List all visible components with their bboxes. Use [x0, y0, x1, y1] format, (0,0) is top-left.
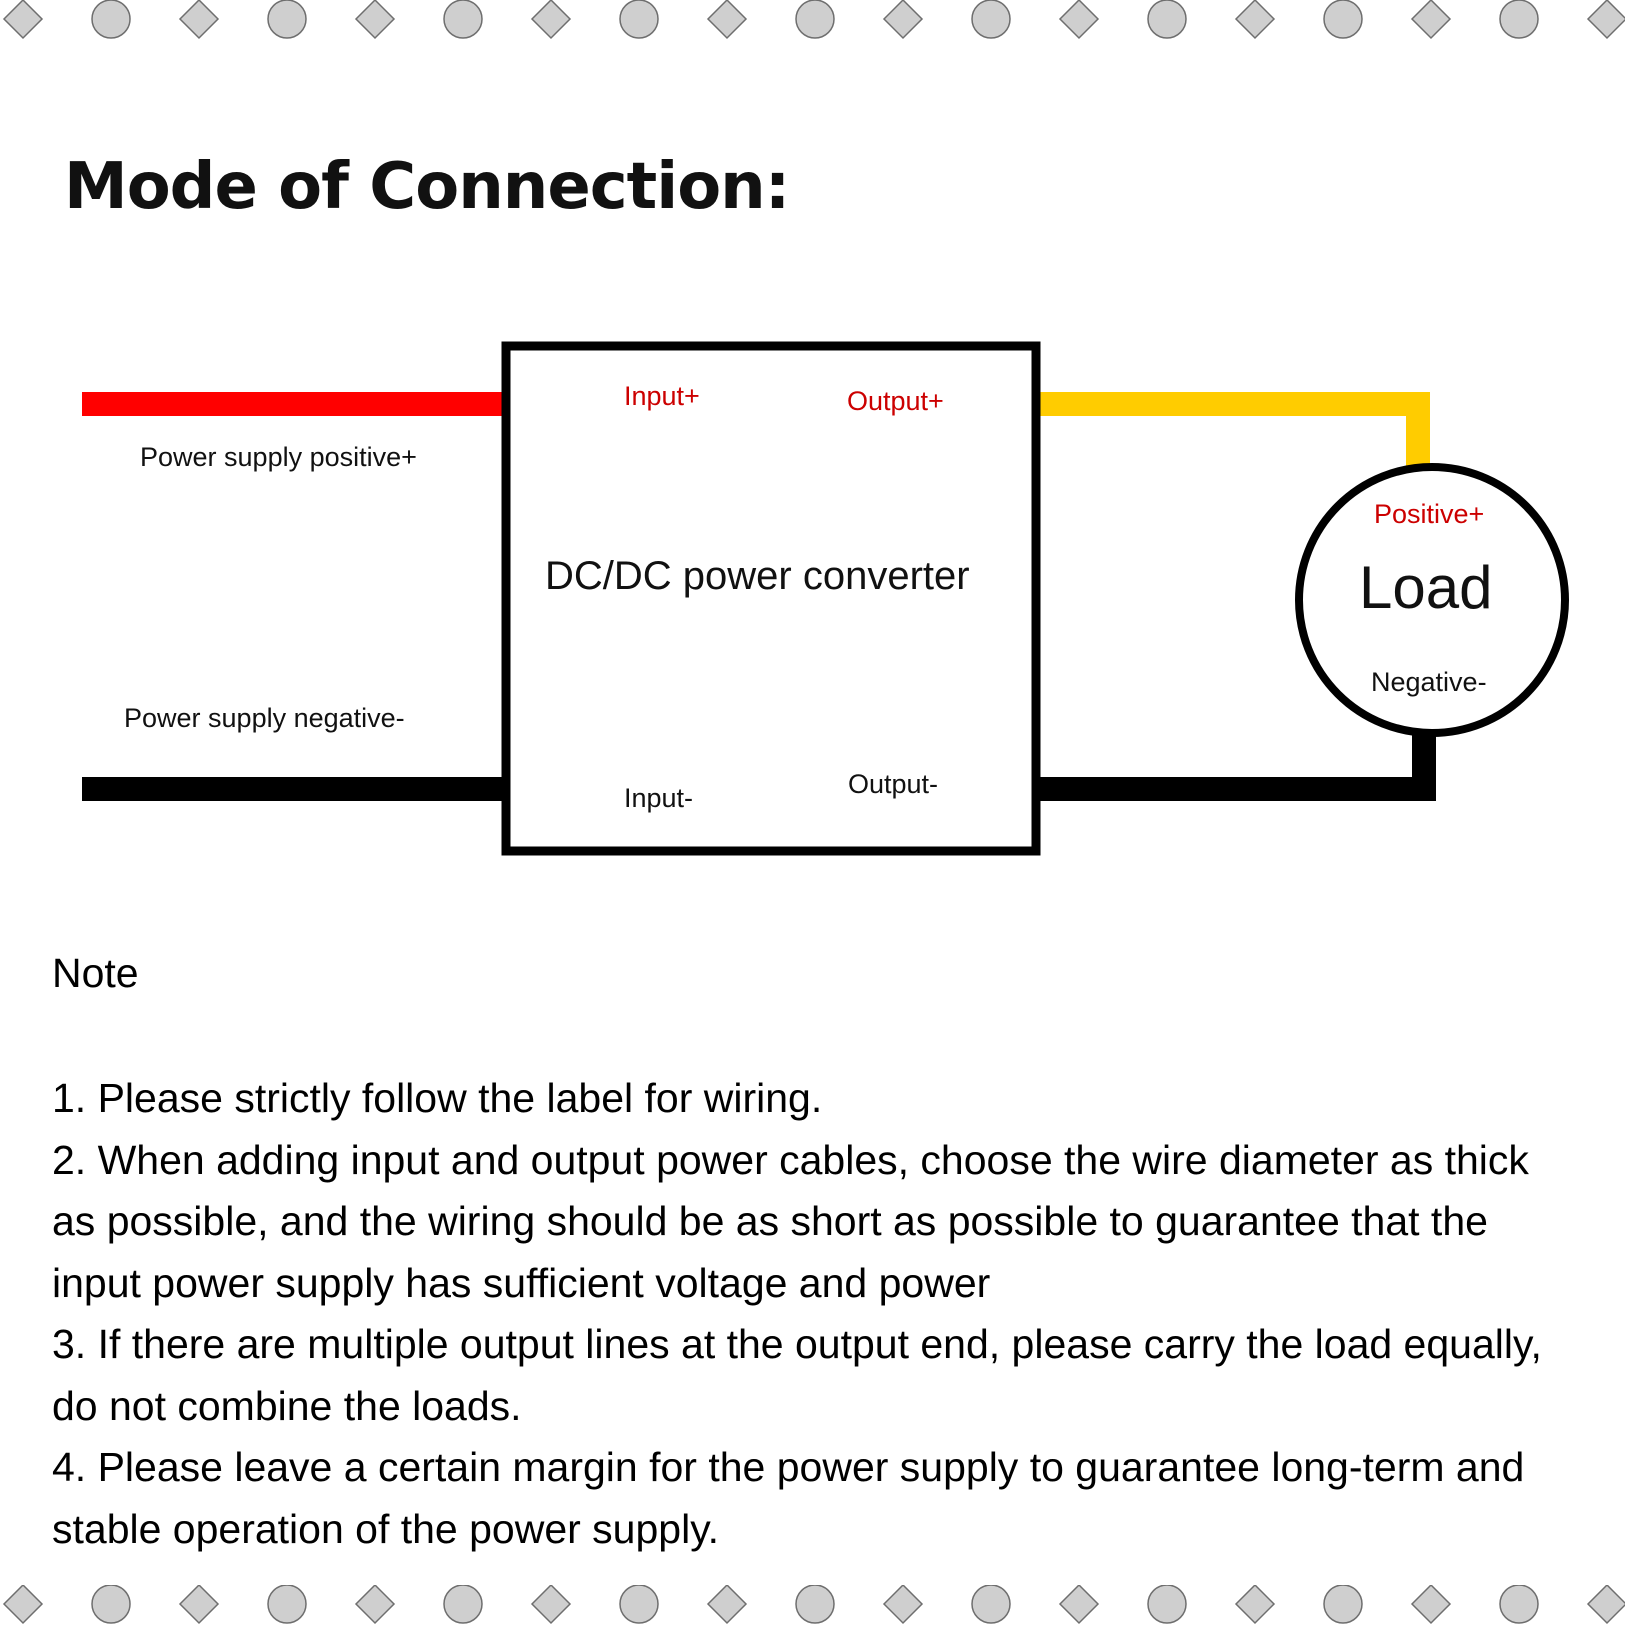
output-minus-label: Output-: [848, 769, 939, 799]
border-circle: [92, 1585, 130, 1623]
border-diamond: [180, 1585, 218, 1623]
border-diamond: [884, 1585, 922, 1623]
border-diamond: [1588, 1585, 1625, 1623]
border-diamond: [1412, 1585, 1450, 1623]
decorative-border-bottom: [0, 1585, 1625, 1625]
border-circle: [796, 1585, 834, 1623]
border-circle: [972, 1585, 1010, 1623]
supply-positive-wire: [82, 392, 506, 416]
border-diamond: [4, 1585, 42, 1623]
border-diamond: [1236, 1585, 1274, 1623]
border-circle: [620, 1585, 658, 1623]
border-diamond: [1060, 1585, 1098, 1623]
note-list: [52, 1068, 1572, 1560]
supply-negative-label: Power supply negative-: [124, 703, 405, 733]
note-item: 1. Please strictly follow the label for wiring.: [52, 1075, 823, 1121]
load-positive-label: Positive+: [1374, 499, 1485, 529]
note-item: 4. Please leave a certain margin for the power supply to guarantee long-term and stable operation of the power supply.: [52, 1444, 1525, 1552]
border-diamond: [356, 1585, 394, 1623]
load-negative-label: Negative-: [1371, 667, 1487, 697]
border-diamond: [708, 1585, 746, 1623]
note-item: 2. When adding input and output power cables, choose the wire diameter as thick as possible, and the wiring should be as short as possible to guarantee that the input power supply has sufficient voltage and power: [52, 1136, 1529, 1306]
output-positive-wire: [1036, 404, 1418, 468]
border-circle: [1148, 1585, 1186, 1623]
note-item: 3. If there are multiple output lines at the output end, please carry the load equally, do not combine the loads.: [52, 1321, 1542, 1429]
input-minus-label: Input-: [624, 783, 694, 813]
supply-positive-label: Power supply positive+: [140, 442, 417, 472]
border-circle: [1500, 1585, 1538, 1623]
supply-negative-wire: [82, 777, 506, 801]
output-negative-wire: [1036, 728, 1424, 789]
border-circle: [444, 1585, 482, 1623]
note-heading: Note: [52, 950, 139, 996]
output-plus-label: Output+: [847, 386, 944, 416]
page-title: Mode of Connection:: [64, 150, 790, 224]
border-circle: [1324, 1585, 1362, 1623]
border-diamond: [532, 1585, 570, 1623]
input-plus-label: Input+: [624, 381, 700, 411]
converter-label: DC/DC power converter: [545, 554, 970, 598]
border-circle: [268, 1585, 306, 1623]
load-label: Load: [1359, 554, 1493, 621]
